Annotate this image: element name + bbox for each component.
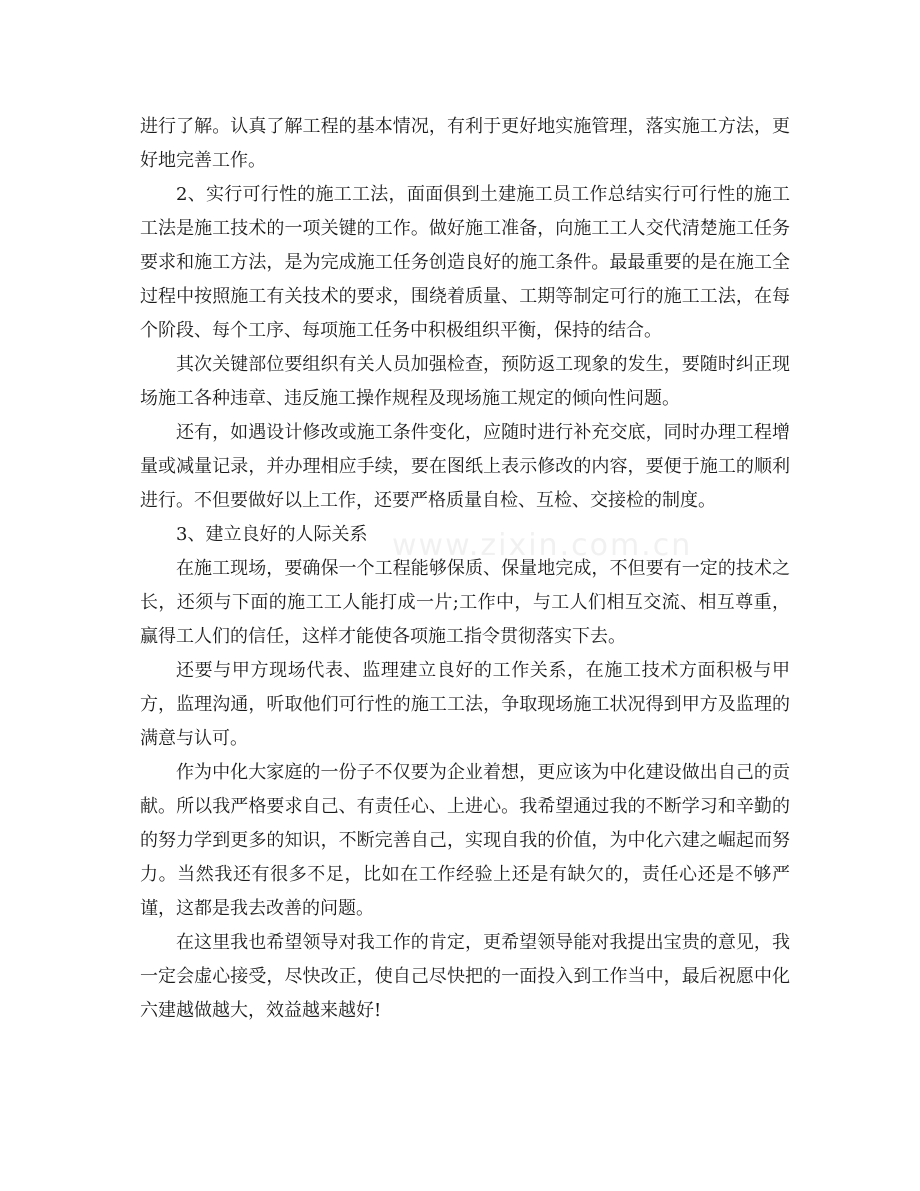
paragraph: 在施工现场，要确保一个工程能够保质、保量地完成，不但要有一定的技术之长，还须与下面的施工工人能打成一片;工作中，与工人们相互交流、相互尊重，赢得工人们的信任，这样才能使各项施工指令贯彻落实下去。 bbox=[140, 558, 790, 647]
paragraph: 在这里我也希望领导对我工作的肯定，更希望领导能对我提出宝贵的意见，我一定会虚心接受，尽快改正，使自己尽快把的一面投入到工作当中，最后祝愿中化六建越做越大，效益越来越好! bbox=[140, 932, 790, 1021]
paragraph: 还要与甲方现场代表、监理建立良好的工作关系，在施工技术方面积极与甲方，监理沟通，听取他们可行性的施工工法，争取现场施工状况得到甲方及监理的满意与认可。 bbox=[140, 660, 790, 749]
section-heading: 3、建立良好的人际关系 bbox=[176, 524, 368, 545]
paragraph: 还有，如遇设计修改或施工条件变化，应随时进行补充交底，同时办理工程增量或减量记录，并办理相应手续，要在图纸上表示修改的内容，要便于施工的顺利进行。不但要做好以上工作，还要严格质量自检、互检、交接检的制度。 bbox=[140, 422, 790, 511]
document-body bbox=[140, 110, 790, 1028]
paragraph: 进行了解。认真了解工程的基本情况，有利于更好地实施管理，落实施工方法，更好地完善工作。 bbox=[140, 116, 790, 171]
watermark: www.zixin.com.cn bbox=[392, 528, 693, 563]
paragraph: 其次关键部位要组织有关人员加强检查，预防返工现象的发生，要随时纠正现场施工各种违章、违反施工操作规程及现场施工规定的倾向性问题。 bbox=[140, 354, 790, 409]
paragraph: 2、实行可行性的施工工法，面面俱到土建施工员工作总结实行可行性的施工工法是施工技术的一项关键的工作。做好施工准备，向施工工人交代清楚施工任务要求和施工方法，是为完成施工任务创造良好的施工条件。最最重要的是在施工全过程中按照施工有关技术的要求，围绕着质量、工期等制定可行的施工工法，在每个阶段、每个工序、每项施工任务中积极组织平衡，保持的结合。 bbox=[140, 184, 790, 341]
paragraph: 作为中化大家庭的一份子不仅要为企业着想，更应该为中化建设做出自己的贡献。所以我严格要求自己、有责任心、上进心。我希望通过我的不断学习和辛勤的的努力学到更多的知识，不断完善自己，实现自我的价值，为中化六建之崛起而努力。当然我还有很多不足，比如在工作经验上还是有缺欠的，责任心还是不够严谨，这都是我去改善的问题。 bbox=[140, 762, 790, 919]
